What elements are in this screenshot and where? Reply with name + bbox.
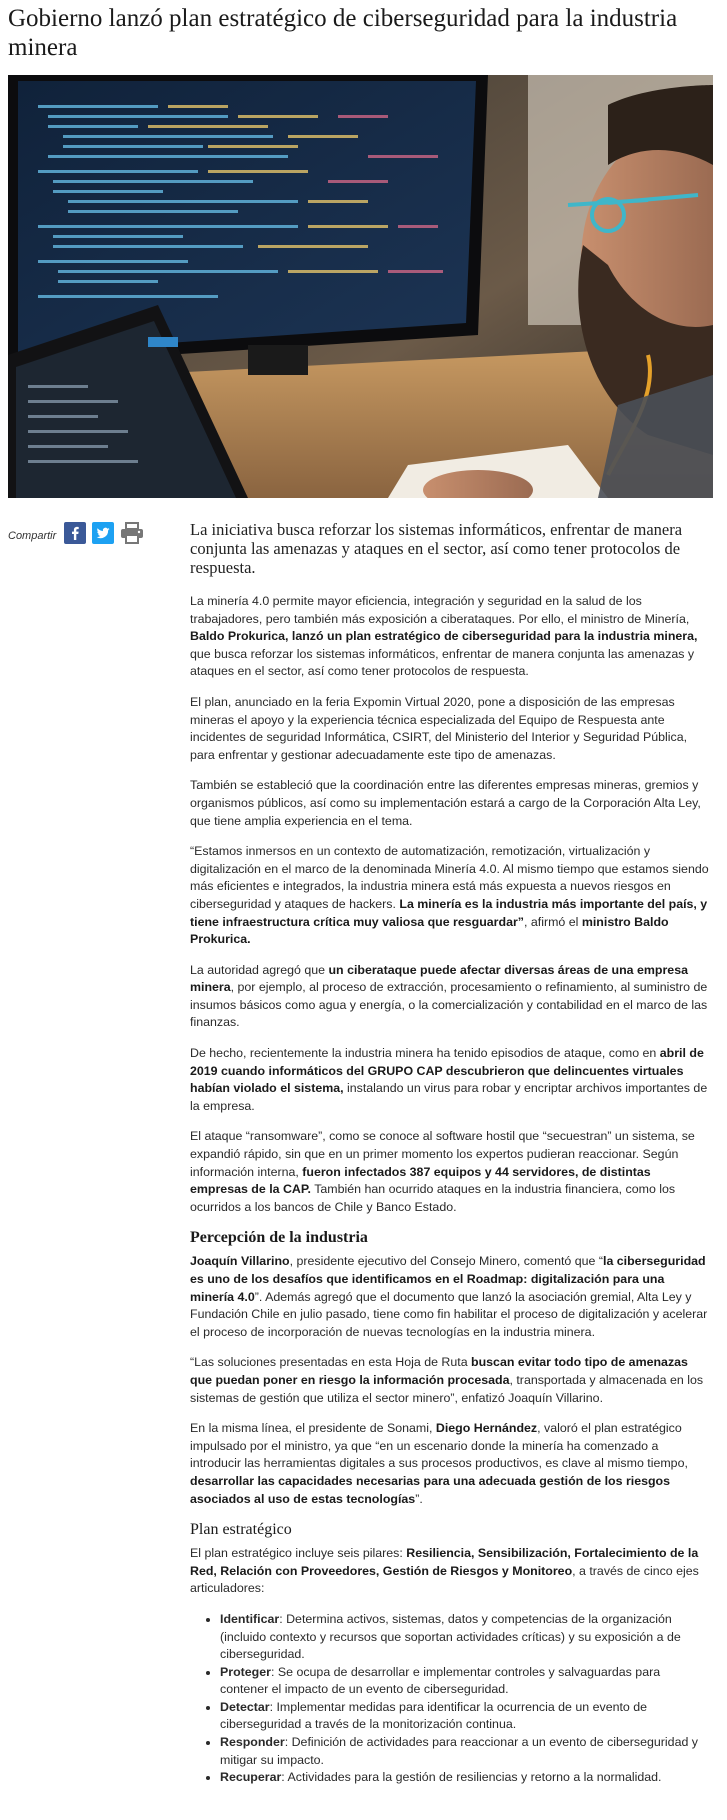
share-bar [8, 522, 144, 549]
list-item: • Recuperar: Actividades para la gestión de resiliencias y retorno a la normalidad. [220, 1769, 710, 1787]
paragraph-9: “Las soluciones presentadas en esta Hoja de Ruta buscan evitar todo tipo de amenazas que puedan poner en riesgo la información procesada, transportada y almacenada en los sistemas de gestión que utiliza el sector minero”, enfatizó Joaquín Villarino. [190, 1355, 704, 1405]
print-icon[interactable] [120, 522, 144, 549]
paragraph-10: En la misma línea, el presidente de Sonami, Diego Hernández, valoró el plan estratégico impulsado por el ministro, ya que “en un escenario donde la minería ha comenzado a introducir las herramientas digitales a sus procesos productivos, es clave al mismo tiempo, desarrollar las capacidades necesarias para una adecuada gestión de los riesgos asociados al uso de estas tecnologías”. [190, 1421, 688, 1506]
list-item: • Proteger: Se ocupa de desarrollar e implementar controles y salvaguardas para contener el impacto de un evento de ciberseguridad. [220, 1664, 710, 1699]
list-item: • Responder: Definición de actividades para reaccionar a un evento de ciberseguridad y mitigar su impacto. [220, 1734, 710, 1769]
paragraph-11: El plan estratégico incluye seis pilares: Resiliencia, Sensibilización, Fortalecimiento de la Red, Relación con Proveedores, Gestión de Riesgos y Monitoreo, a través de cinco ejes articuladores: [190, 1546, 699, 1596]
list-item: • Identificar: Determina activos, sistemas, datos y competencias de la organización (incluido contexto y recursos que soportan actividades críticas) y su exposición a de ciberseguridad. [220, 1611, 710, 1664]
paragraph-3: También se estableció que la coordinación entre las diferentes empresas mineras, gremios y organismos públicos, así como su implementación estará a cargo de la Corporación Alta Ley, que tiene amplia experiencia en el tema. [190, 778, 701, 828]
paragraph-1: La minería 4.0 permite mayor eficiencia, integración y seguridad en la salud de los trabajadores, pero también más exposición a ciberataques. Por ello, el ministro de Minería, Baldo Prokurica, lanzó un plan estratégico de ciberseguridad para la industria minera, que busca reforzar los sistemas informáticos, enfrentar de manera conjunta las amenazas y ataques en el sector, así como tener protocolos de respuesta. [190, 594, 698, 679]
paragraph-8: Joaquín Villarino, presidente ejecutivo del Consejo Minero, comentó que “la ciberseguridad es uno de los desafíos que identificamos en el Roadmap: digitalización para una minería 4.0”. Además agregó que el documento que lanzó la asociación gremial, Alta Ley y Fundación Chile en julio pasado, tiene como fin habilitar el proceso de digitalización y acelerar el proceso de incorporación de nuevas tecnologías en la industria minera. [190, 1254, 708, 1339]
facebook-icon[interactable] [64, 522, 86, 549]
pillars-list [190, 1611, 710, 1787]
share-label: Compartir [8, 529, 57, 542]
paragraph-4: “Estamos inmersos en un contexto de automatización, remotización, virtualización y digitalización en el marco de la denominada Minería 4.0. Al mismo tiempo que estamos siendo más eficientes e integrados, la industria minera está más expuesta a nuevos riesgos en ciberseguridad y ataques de hackers. La minería es la industria más importante del país, y tiene infraestructura crítica muy valiosa que resguardar”, afirmó el ministro Baldo Prokurica. [190, 844, 709, 947]
section-heading-plan: Plan estratégico [190, 1521, 292, 1539]
hero-photo [8, 75, 713, 498]
list-item: • Detectar: Implementar medidas para identificar la ocurrencia de un evento de ciberseguridad a través de la monitorización continua. [220, 1699, 710, 1734]
photo-programmer-monitor [8, 75, 713, 498]
twitter-icon[interactable] [92, 522, 114, 549]
paragraph-6: De hecho, recientemente la industria minera ha tenido episodios de ataque, como en abril de 2019 cuando informáticos del GRUPO CAP descubrieron que delincuentes virtuales habían violado el sistema, instalando un virus para robar y encriptar archivos importantes de la empresa. [190, 1046, 708, 1113]
section-heading-industry: Percepción de la industria [190, 1229, 368, 1247]
article-body [190, 520, 710, 1787]
article-title: Gobierno lanzó plan estratégico de ciberseguridad para la industria minera [8, 5, 678, 61]
paragraph-2: El plan, anunciado en la feria Expomin Virtual 2020, pone a disposición de las empresas mineras el apoyo y la experiencia técnica especializada del Equipo de Respuesta ante incidentes de seguridad Informática, CSIRT, del Ministerio del Interior y Seguridad Pública, para enfrentar y gestionar adecuadamente este tipo de amenazas. [190, 694, 688, 762]
paragraph-5: La autoridad agregó que un ciberataque puede afectar diversas áreas de una empresa minera, por ejemplo, al proceso de extracción, procesamiento o refinamiento, al suministro de insumos básicos como agua y energía, o la comercialización y contabilidad en el marco de las finanzas. [190, 962, 708, 1030]
article-lead: La iniciativa busca reforzar los sistemas informáticos, enfrentar de manera conjunta las amenazas y ataques en el sector, así como tener protocolos de respuesta. [190, 520, 683, 577]
paragraph-7: El ataque “ransomware”, como se conoce al software hostil que “secuestran” un sistema, se expandió rápido, sin que en un primer momento los expertos pudieran reaccionar. Según información interna, fueron infectados 387 equipos y 44 servidores, de distintas empresas de la CAP. También han ocurrido ataques en la industria financiera, como los ocurridos a los bancos de Chile y Banco Estado. [190, 1129, 695, 1214]
